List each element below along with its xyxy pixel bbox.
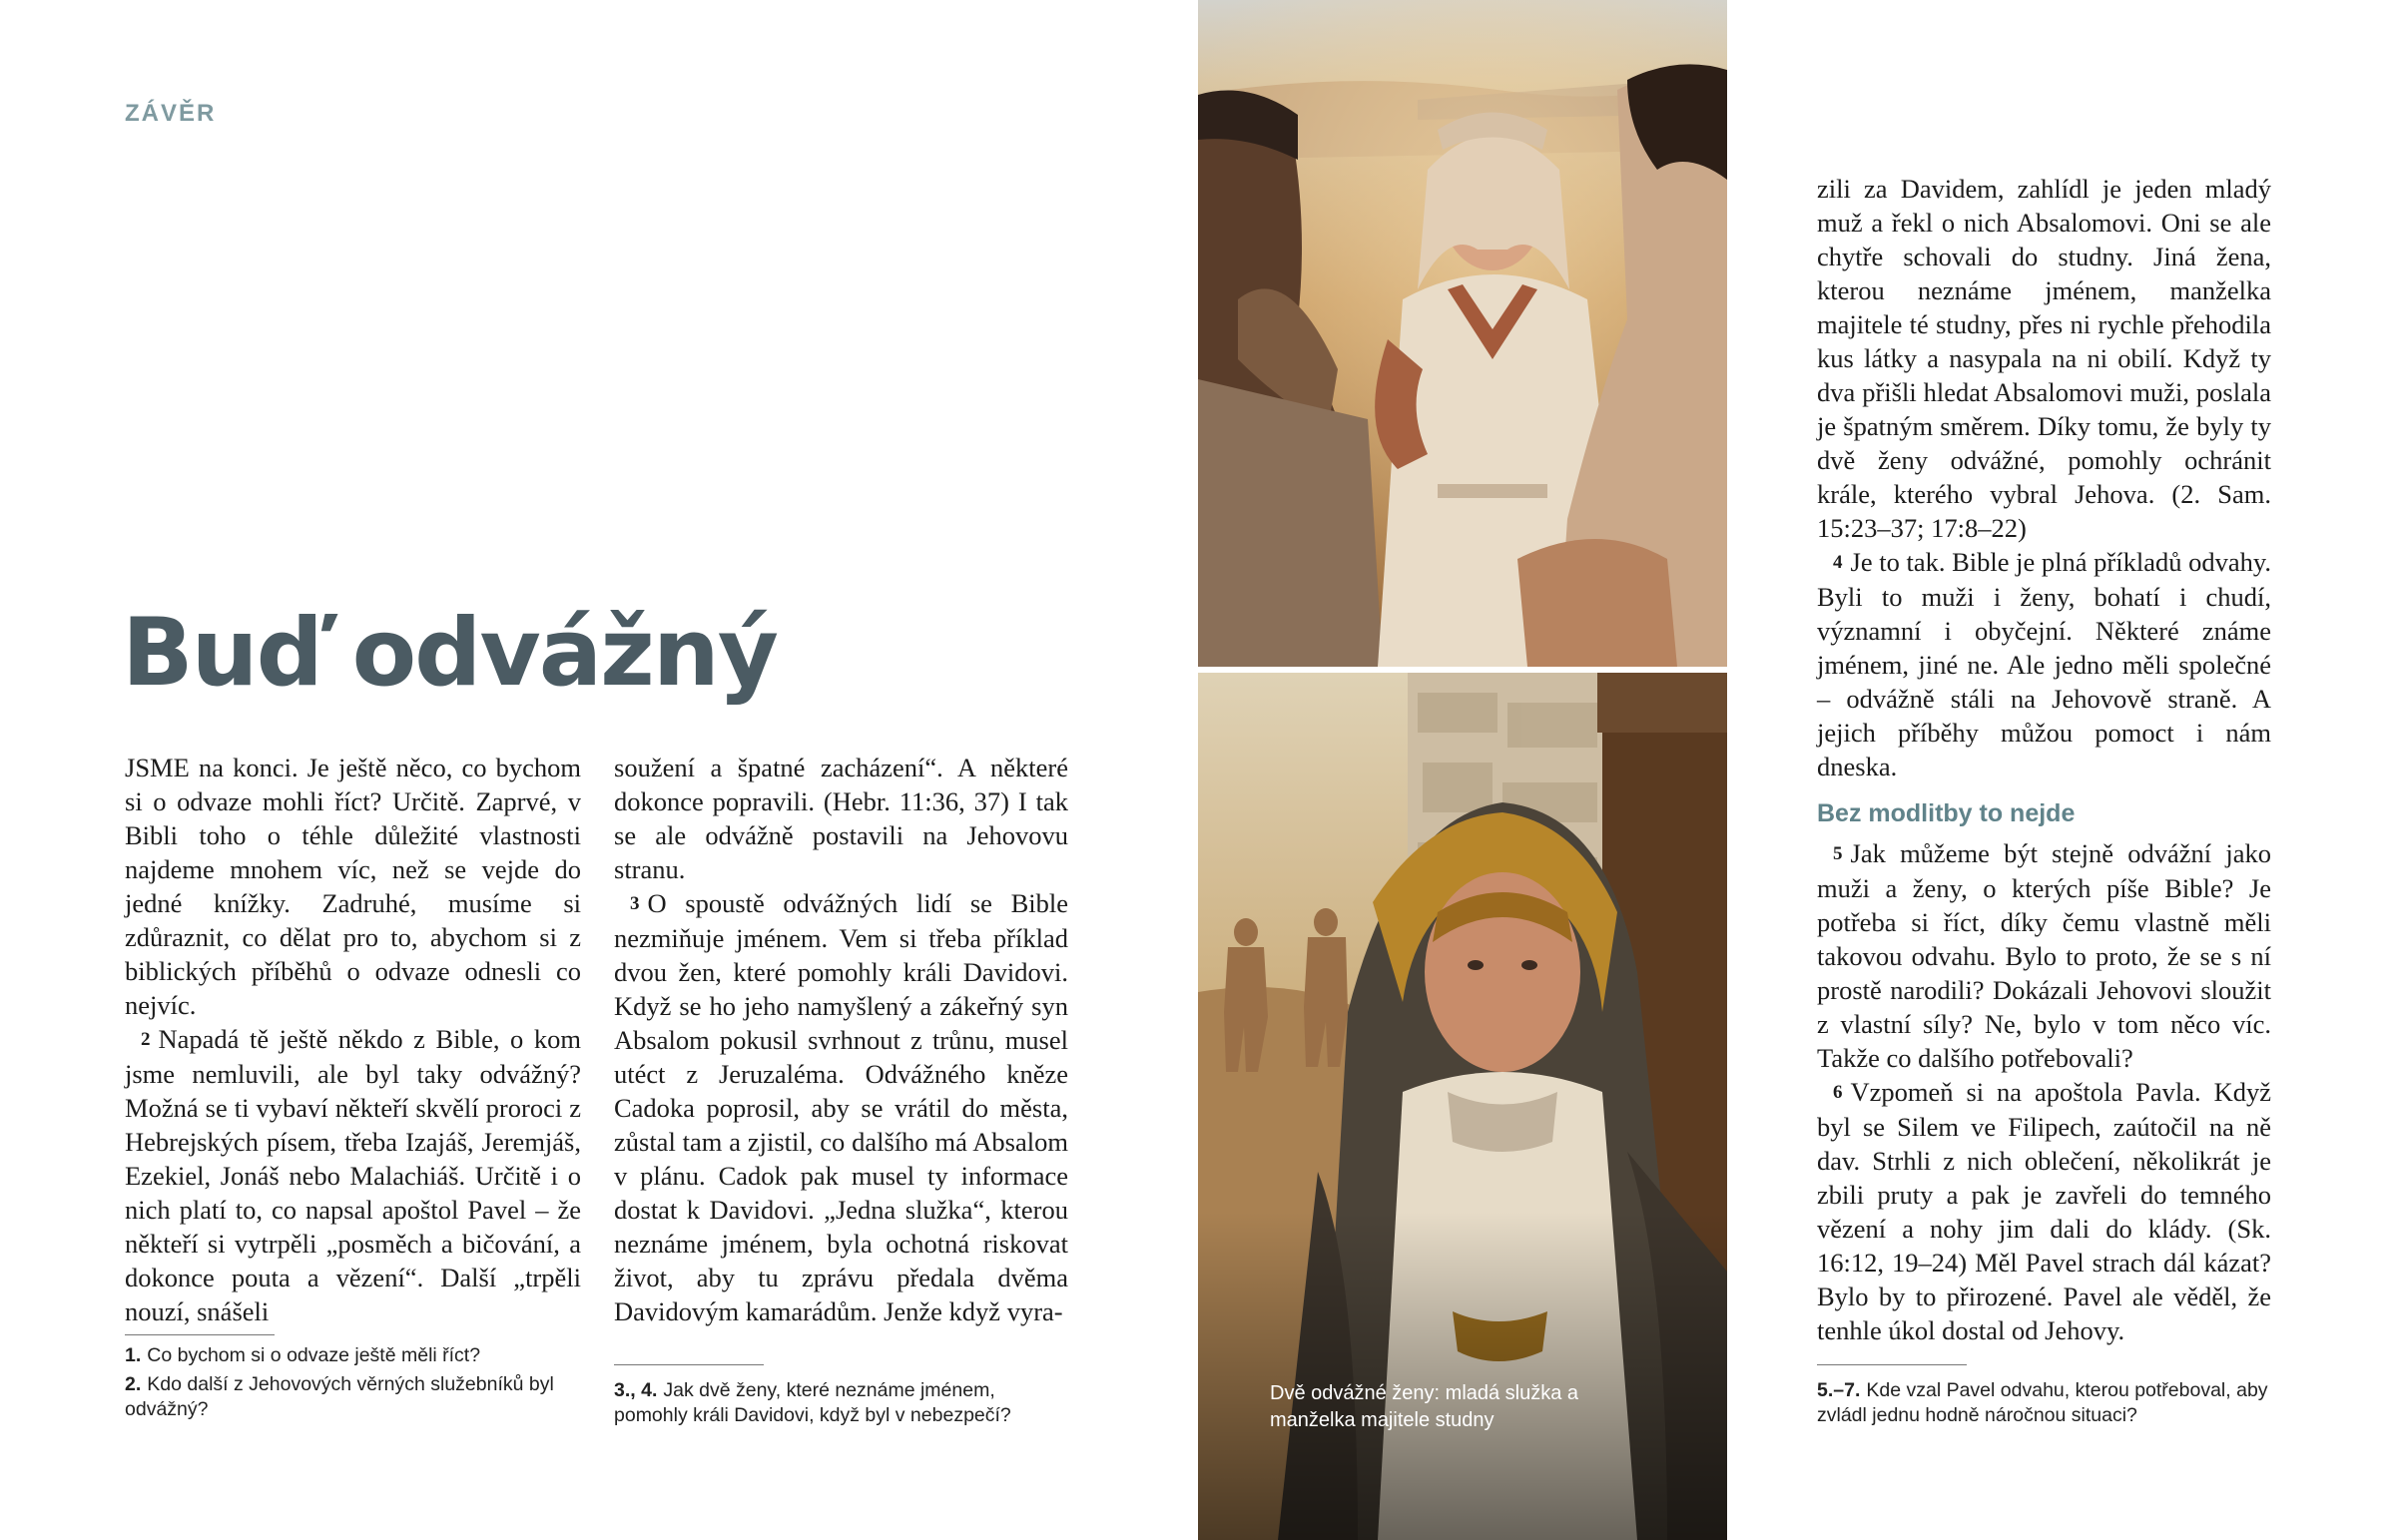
young-servant-woman-with-two-men-illustration [1198,0,1727,667]
paragraph-5 [1817,836,2271,1075]
question-number: 2. [125,1373,142,1395]
paragraph-number: 3 [630,893,640,914]
question-text: Jak dvě ženy, které neznáme jménem, pomohly králi Davidovi, když byl v nebezpečí? [614,1379,1011,1426]
question-text: Kdo další z Jehovových věrných služebníků byl odvážný? [125,1373,554,1420]
text-column-1 [125,751,581,1328]
question-1 [125,1343,579,1368]
paragraph-3 [614,886,1068,1328]
study-questions-3-4 [614,1378,1068,1432]
paragraph-5-text: Jak můžeme být stejně odvážní jako muži a ženy, o kterých píše Bible? Je potřeba si říct, díky čemu vlastně měli takovou odvahu. Bylo to proto, že se s ní prostě narodili? Dokázali Jehovovi sloužit z vlastní síly? Ne, bylo v tom něco víc. Takže co dalšího potřebovali? [1817,838,2271,1073]
study-questions-5-7 [1817,1378,2271,1432]
footnote-divider [614,1364,764,1365]
paragraph-4-text: Je to tak. Bible je plná příkladů odvahy. Byli to muži i ženy, bohatí i chudí, významní i obyčejní. Některé známe jménem, jiné ne. Ale jedno měli společné – odvážně stáli na Jehovově straně. A jejich příběhy můžou pomoct i nám dneska. [1817,547,2271,781]
paragraph-number: 6 [1833,1082,1843,1103]
paragraph-number: 5 [1833,843,1843,864]
question-2 [125,1372,579,1422]
question-5-7 [1817,1378,2271,1428]
question-text: Co bychom si o odvaze ještě měli říct? [147,1344,481,1366]
question-text: Kde vzal Pavel odvahu, kterou potřeboval, aby zvládl jednu hodně náročnou situaci? [1817,1379,2268,1426]
study-questions-1-2 [125,1343,579,1426]
question-number: 5.–7. [1817,1379,1861,1401]
section-label: ZÁVĚR [125,100,217,127]
paragraph-4 [1817,545,2271,783]
paragraph-3-text: O spoustě odvážných lidí se Bible nezmiňuje jménem. Vem si třeba příklad dvou žen, které pomohly králi Davidovi. Když se ho jeho namyšlený a zákeřný syn Absalom pokusil svrhnout z trůnu, musel utéct z Jeruzaléma. Odvážného kněze Cadoka poprosil, aby se vrátil do města, zůstal tam a zjistil, co dalšího má Absalom v plánu. Cadok pak musel ty informace dostat k Davidovi. „Jedna služka“, kterou neznáme jménem, byla ochotná riskovat život, aby tu zprávu předala dvěma Davidovým kamarádům. Jenže když vyra- [614,888,1068,1326]
text-column-2 [614,751,1068,1328]
footnote-divider [125,1334,275,1335]
paragraph-2-cont: soužení a špatné zacházení“. A některé dokonce popravili. (Hebr. 11:36, 37) I tak se ale odvážně postavili na Jehovovu stranu. [614,753,1068,884]
paragraph-number: 2 [141,1029,151,1050]
paragraph-2-text: Napadá tě ještě někdo z Bible, o kom jsme nemluvili, ale byl taky odvážný? Možná se ti vybaví někteří skvělí proroci z Hebrejských písem, třeba Izajáš, Jeremjáš, Ezekiel, Jonáš nebo Malachiáš. Určitě i o nich platí to, co napsal apoštol Pavel – že někteří si vytrpěli „posměch a bičování, a dokonce pouta a vězení“. Další „trpěli nouzí, snášeli [125,1024,581,1326]
paragraph-3-cont: zili za Davidem, zahlídl je jeden mladý muž a řekl o nich Absalomovi. Oni se ale chytře schovali do studny. Jiná žena, kterou neznáme jménem, manželka majitele té studny, přes ni rychle přehodila kus látky a nasypala na ni obilí. Když ty dva přišli hledat Absalomovi muži, poslala je špatným směrem. Díky tomu, že byly ty dvě ženy odvážné, pomohly ochránit krále, kterého vybral Jehova. (2. Sam. 15:23–37; 17:8–22) [1817,174,2271,543]
paragraph-6-text: Vzpomeň si na apoštola Pavla. Když byl se Silem ve Filipech, zaútočil na ně dav. Strhli z nich oblečení, několikrát je zbili pruty a pak je zavřeli do temného vězení a nohy jim dali do klády. (Sk. 16:12, 19–24) Měl Pavel strach dál kázat? Bylo by to přirozené. Pavel ale věděl, že tenhle úkol dostal od Jehovy. [1817,1077,2271,1345]
footnote-divider [1817,1364,1967,1365]
photo-caption: Dvě odvážné ženy: mladá služka a manželka majitele studny [1270,1382,1579,1431]
paragraph-2 [125,1022,581,1328]
article-title: Buď odvážný [122,599,778,708]
paragraph-number: 4 [1833,552,1843,573]
paragraph-1: JSME na konci. Je ještě něco, co bychom si o odvaze mohli říct? Určitě. Zaprvé, v Bibli toho o téhle důležité vlastnosti najdeme mnohem víc, než se vejde do jedné knížky. Zadruhé, musíme si zdůraznit, co dělat pro to, abychom si z biblických příběhů o odvaze odnesli co nejvíc. [125,753,581,1020]
question-3-4 [614,1378,1068,1428]
subheading: Bez modlitby to nejde [1817,799,2076,827]
question-number: 1. [125,1344,142,1366]
paragraph-6 [1817,1075,2271,1347]
question-number: 3., 4. [614,1379,658,1401]
text-column-3 [1817,172,2271,1347]
